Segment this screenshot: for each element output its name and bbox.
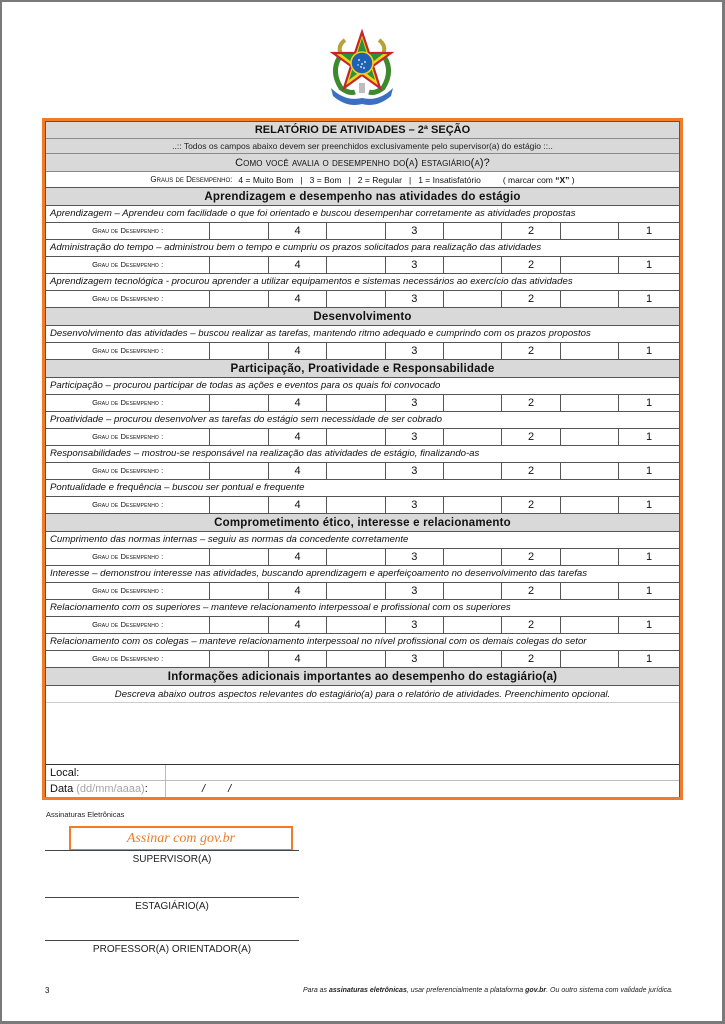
date-format-hint: (dd/mm/aaaa) bbox=[76, 783, 145, 795]
grade-2-label: 2 bbox=[502, 343, 560, 360]
grade-4-checkbox[interactable] bbox=[210, 617, 268, 634]
grade-3-checkbox[interactable] bbox=[327, 583, 385, 600]
grade-1-checkbox[interactable] bbox=[561, 463, 619, 480]
grade-1-checkbox[interactable] bbox=[561, 223, 619, 240]
grade-2-label: 2 bbox=[502, 617, 560, 634]
criterion-description: Relacionamento com os colegas – manteve relacionamento interpessoal no nível profissional com os demais colegas do setor bbox=[46, 634, 679, 651]
grade-3-label: 3 bbox=[386, 549, 444, 566]
criterion-description: Interesse – demonstrou interesse nas atividades, buscando aprendizagem e aperfeiçoamento no desenvolvimento das tarefas bbox=[46, 566, 679, 583]
grade-3-label: 3 bbox=[386, 343, 444, 360]
grade-row bbox=[46, 651, 679, 669]
date-separator: / bbox=[228, 783, 232, 795]
crest-disc bbox=[351, 52, 373, 74]
grade-row bbox=[46, 463, 679, 481]
grade-label: Grau de Desempenho : bbox=[46, 463, 210, 480]
grade-4-checkbox[interactable] bbox=[210, 291, 268, 308]
grade-4-checkbox[interactable] bbox=[210, 497, 268, 514]
grade-legend bbox=[46, 172, 679, 188]
advisor-signature-line bbox=[45, 940, 299, 941]
grade-3-label: 3 bbox=[386, 651, 444, 668]
grade-4-checkbox[interactable] bbox=[210, 429, 268, 446]
grade-2-label: 2 bbox=[502, 497, 560, 514]
grade-2-checkbox[interactable] bbox=[444, 223, 502, 240]
grade-label: Grau de Desempenho : bbox=[46, 223, 210, 240]
section-title: Desenvolvimento bbox=[46, 308, 679, 326]
grade-1-label: 1 bbox=[646, 430, 653, 443]
grade-3-label: 3 bbox=[386, 395, 444, 412]
criterion-description: Administração do tempo – administrou bem o tempo e cumpriu os prazos solicitados para realização das atividades bbox=[46, 240, 679, 257]
date-separator: / bbox=[202, 783, 206, 795]
legend-item-4: 4 = Muito Bom bbox=[238, 174, 294, 185]
date-input[interactable] bbox=[166, 781, 679, 797]
grade-3-checkbox[interactable] bbox=[327, 617, 385, 634]
legend-item-2: 2 = Regular bbox=[357, 174, 402, 185]
grade-3-checkbox[interactable] bbox=[327, 429, 385, 446]
grade-1-label: 1 bbox=[646, 258, 653, 271]
local-input[interactable] bbox=[166, 765, 679, 780]
grade-4-checkbox[interactable] bbox=[210, 463, 268, 480]
grade-4-label: 4 bbox=[269, 257, 327, 274]
grade-row bbox=[46, 549, 679, 567]
legend-separator: | bbox=[408, 174, 412, 185]
grade-1-checkbox[interactable] bbox=[561, 497, 619, 514]
grade-3-checkbox[interactable] bbox=[327, 651, 385, 668]
criterion-description: Responsabilidades – mostrou-se responsável na realização das atividades de estágio, finalizando-as bbox=[46, 446, 679, 463]
legend-separator: | bbox=[300, 174, 303, 185]
local-label: Local: bbox=[46, 765, 166, 780]
grade-1-checkbox[interactable] bbox=[561, 549, 619, 566]
grade-4-checkbox[interactable] bbox=[210, 223, 268, 240]
criterion-description: Participação – procurou participar de todas as ações e eventos para os quais foi convocado bbox=[46, 378, 679, 395]
date-row bbox=[46, 781, 679, 797]
sections-container bbox=[46, 188, 679, 668]
supervisor-signature-line bbox=[45, 850, 299, 851]
grade-label: Grau de Desempenho : bbox=[46, 343, 210, 360]
grade-1-checkbox[interactable] bbox=[561, 583, 619, 600]
grade-3-checkbox[interactable] bbox=[327, 463, 385, 480]
grade-3-label: 3 bbox=[386, 497, 444, 514]
grade-2-label: 2 bbox=[502, 583, 560, 600]
additional-info-textarea[interactable] bbox=[46, 703, 679, 765]
grade-1-checkbox[interactable] bbox=[561, 343, 619, 360]
criterion-description: Aprendizagem tecnológica - procurou aprender a utilizar equipamentos e sistemas necessários ao exercício das atividades bbox=[46, 274, 679, 291]
grade-2-label: 2 bbox=[502, 463, 560, 480]
grade-3-label: 3 bbox=[386, 257, 444, 274]
intern-signature-line bbox=[45, 897, 299, 898]
grade-3-label: 3 bbox=[386, 617, 444, 634]
grade-1-checkbox[interactable] bbox=[561, 395, 619, 412]
grade-2-checkbox[interactable] bbox=[444, 583, 502, 600]
sign-with-govbr-button[interactable]: Assinar com gov.br bbox=[69, 826, 293, 851]
grade-row bbox=[46, 223, 679, 241]
grade-label: Grau de Desempenho : bbox=[46, 291, 210, 308]
grade-4-label: 4 bbox=[269, 291, 327, 308]
section-title: Comprometimento ético, interesse e relacionamento bbox=[46, 514, 679, 532]
grade-row bbox=[46, 583, 679, 601]
grade-3-checkbox[interactable] bbox=[327, 343, 385, 360]
grade-3-checkbox[interactable] bbox=[327, 257, 385, 274]
grade-4-checkbox[interactable] bbox=[210, 257, 268, 274]
grade-1-label: 1 bbox=[646, 396, 653, 409]
grade-1-checkbox[interactable] bbox=[561, 617, 619, 634]
grade-1-label: 1 bbox=[646, 652, 653, 665]
grade-3-label: 3 bbox=[386, 429, 444, 446]
advisor-signature-label: PROFESSOR(A) ORIENTADOR(A) bbox=[92, 944, 252, 955]
grade-1-label: 1 bbox=[646, 550, 653, 563]
grade-label: Grau de Desempenho : bbox=[46, 257, 210, 274]
evaluation-form bbox=[42, 118, 683, 800]
grade-row bbox=[46, 429, 679, 447]
grade-2-checkbox[interactable] bbox=[444, 395, 502, 412]
grade-2-checkbox[interactable] bbox=[444, 291, 502, 308]
grade-2-checkbox[interactable] bbox=[444, 549, 502, 566]
grade-1-label: 1 bbox=[646, 498, 653, 511]
grade-4-checkbox[interactable] bbox=[210, 343, 268, 360]
grade-1-label: 1 bbox=[646, 224, 653, 237]
grade-row bbox=[46, 257, 679, 275]
intern-signature-label: ESTAGIÁRIO(A) bbox=[135, 901, 209, 912]
form-instruction: ..:: Todos os campos abaixo devem ser preenchidos exclusivamente pelo supervisor(a) do estágio ::.. bbox=[46, 139, 679, 154]
criterion-description: Cumprimento das normas internas – seguiu as normas da concedente corretamente bbox=[46, 532, 679, 549]
grade-2-label: 2 bbox=[502, 429, 560, 446]
grade-4-label: 4 bbox=[269, 549, 327, 566]
grade-1-label: 1 bbox=[646, 584, 653, 597]
grade-1-checkbox[interactable] bbox=[561, 429, 619, 446]
supervisor-signature-label: SUPERVISOR(A) bbox=[132, 854, 212, 865]
legend-separator: | bbox=[348, 174, 351, 185]
legend-item-1: 1 = Insatisfatório bbox=[418, 174, 481, 185]
grade-4-label: 4 bbox=[269, 395, 327, 412]
footer-note: Para as assinaturas eletrônicas, usar preferencialmente a plataforma gov.br. Ou outro sistema com validade jurídica. bbox=[302, 987, 673, 994]
date-label: Data (dd/mm/aaaa) : bbox=[46, 781, 166, 797]
grade-3-checkbox[interactable] bbox=[327, 497, 385, 514]
grade-2-checkbox[interactable] bbox=[444, 617, 502, 634]
grade-4-checkbox[interactable] bbox=[210, 395, 268, 412]
criterion-description: Pontualidade e frequência – buscou ser pontual e frequente bbox=[46, 480, 679, 497]
grade-3-checkbox[interactable] bbox=[327, 291, 385, 308]
grade-3-label: 3 bbox=[386, 223, 444, 240]
grade-4-checkbox[interactable] bbox=[210, 651, 268, 668]
criterion-description: Proatividade – procurou desenvolver as tarefas do estágio sem necessidade de ser cobrado bbox=[46, 412, 679, 429]
criterion-description: Aprendizagem – Aprendeu com facilidade o que foi orientado e buscou desempenhar corretamente as atividades propostas bbox=[46, 206, 679, 223]
grade-label: Grau de Desempenho : bbox=[46, 617, 210, 634]
grade-3-label: 3 bbox=[386, 291, 444, 308]
grade-2-checkbox[interactable] bbox=[444, 651, 502, 668]
additional-info-description: Descreva abaixo outros aspectos relevantes do estagiário(a) para o relatório de atividades. Preenchimento opcional. bbox=[46, 686, 679, 703]
legend-label: Graus de Desempenho: bbox=[150, 175, 233, 184]
grade-3-label: 3 bbox=[386, 463, 444, 480]
grade-1-label: 1 bbox=[646, 464, 653, 477]
section-title: Participação, Proatividade e Responsabilidade bbox=[46, 360, 679, 378]
grade-4-label: 4 bbox=[269, 343, 327, 360]
grade-row bbox=[46, 617, 679, 635]
form-title: RELATÓRIO DE ATIVIDADES – 2ª SEÇÃO bbox=[46, 122, 679, 139]
additional-info-title: Informações adicionais importantes ao desempenho do estagiário(a) bbox=[46, 668, 679, 686]
grade-4-label: 4 bbox=[269, 583, 327, 600]
grade-3-checkbox[interactable] bbox=[327, 549, 385, 566]
local-row bbox=[46, 765, 679, 781]
grade-1-label: 1 bbox=[646, 292, 653, 305]
grade-4-checkbox[interactable] bbox=[210, 583, 268, 600]
grade-2-checkbox[interactable] bbox=[444, 343, 502, 360]
grade-4-label: 4 bbox=[269, 463, 327, 480]
grade-row bbox=[46, 497, 679, 515]
grade-2-label: 2 bbox=[502, 395, 560, 412]
grade-label: Grau de Desempenho : bbox=[46, 395, 210, 412]
grade-3-checkbox[interactable] bbox=[327, 223, 385, 240]
grade-1-label: 1 bbox=[646, 618, 653, 631]
grade-2-checkbox[interactable] bbox=[444, 429, 502, 446]
legend-item-3: 3 = Bom bbox=[309, 174, 342, 185]
legend-mark-instruction: ( marcar com “X” ) bbox=[502, 174, 575, 185]
grade-2-checkbox[interactable] bbox=[444, 257, 502, 274]
grade-4-label: 4 bbox=[269, 429, 327, 446]
grade-label: Grau de Desempenho : bbox=[46, 497, 210, 514]
grade-1-checkbox[interactable] bbox=[561, 291, 619, 308]
signatures-heading: Assinaturas Eletrônicas bbox=[46, 810, 125, 819]
grade-row bbox=[46, 343, 679, 361]
criterion-description: Relacionamento com os superiores – manteve relacionamento interpessoal e profissional com os superiores bbox=[46, 600, 679, 617]
grade-4-label: 4 bbox=[269, 617, 327, 634]
grade-2-label: 2 bbox=[502, 651, 560, 668]
grade-1-checkbox[interactable] bbox=[561, 257, 619, 274]
grade-label: Grau de Desempenho : bbox=[46, 651, 210, 668]
grade-label: Grau de Desempenho : bbox=[46, 549, 210, 566]
criterion-description: Desenvolvimento das atividades – buscou realizar as tarefas, mantendo ritmo adequado e cumprindo com os prazos propostos bbox=[46, 326, 679, 343]
evaluation-question: Como você avalia o desempenho do(a) estagiário(a)? bbox=[46, 154, 679, 172]
grade-2-checkbox[interactable] bbox=[444, 463, 502, 480]
grade-2-label: 2 bbox=[502, 291, 560, 308]
grade-row bbox=[46, 291, 679, 309]
grade-2-label: 2 bbox=[502, 549, 560, 566]
grade-2-checkbox[interactable] bbox=[444, 497, 502, 514]
grade-2-label: 2 bbox=[502, 223, 560, 240]
grade-label: Grau de Desempenho : bbox=[46, 429, 210, 446]
grade-4-checkbox[interactable] bbox=[210, 549, 268, 566]
grade-3-label: 3 bbox=[386, 583, 444, 600]
grade-4-label: 4 bbox=[269, 497, 327, 514]
grade-label: Grau de Desempenho : bbox=[46, 583, 210, 600]
section-title: Aprendizagem e desempenho nas atividades do estágio bbox=[46, 188, 679, 206]
grade-3-checkbox[interactable] bbox=[327, 395, 385, 412]
grade-2-label: 2 bbox=[502, 257, 560, 274]
grade-1-label: 1 bbox=[646, 344, 653, 357]
grade-1-checkbox[interactable] bbox=[561, 651, 619, 668]
brazil-coat-of-arms-icon bbox=[325, 28, 399, 106]
grade-4-label: 4 bbox=[269, 223, 327, 240]
page-number: 3 bbox=[45, 986, 50, 995]
grade-4-label: 4 bbox=[269, 651, 327, 668]
grade-row bbox=[46, 395, 679, 413]
